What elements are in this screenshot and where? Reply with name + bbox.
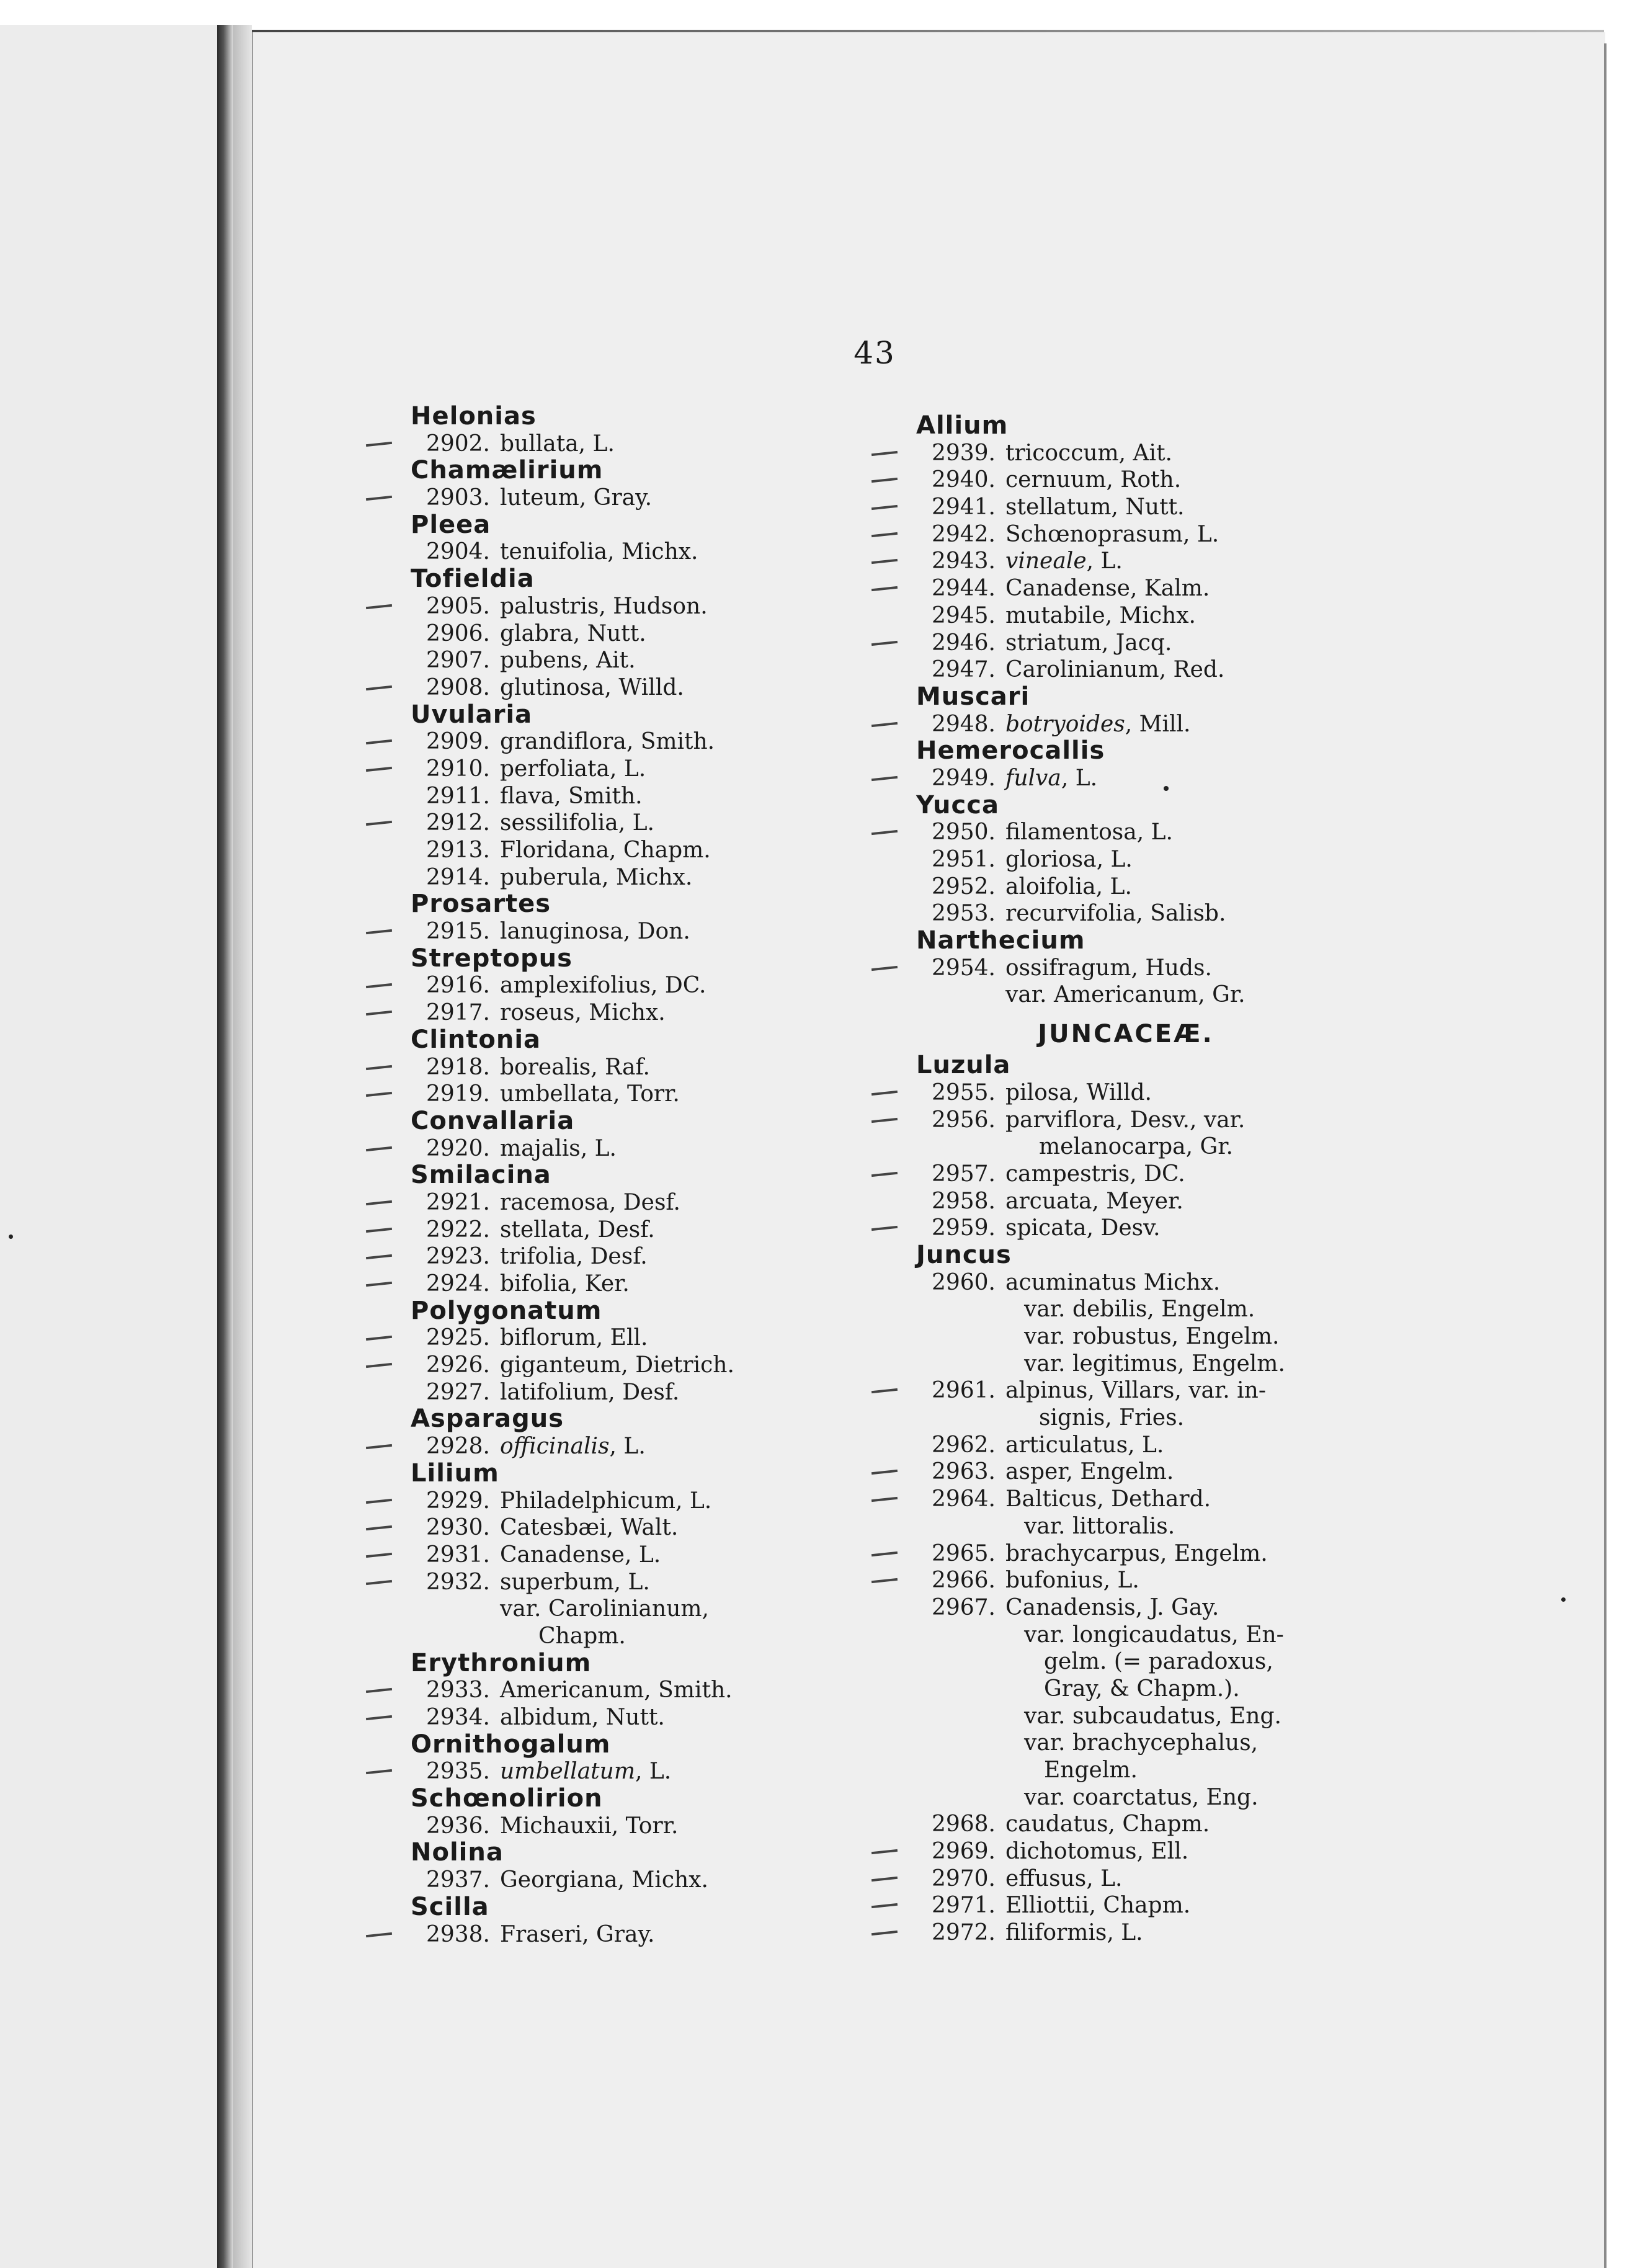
species-entry — [366, 1677, 837, 1704]
catalog-number: 2946. — [931, 630, 996, 656]
gutter — [233, 25, 252, 2268]
ink-speck — [9, 1234, 13, 1239]
species-entry — [366, 1243, 837, 1270]
genus-heading: Allium — [916, 411, 1009, 440]
species-entry — [871, 1458, 1343, 1486]
species-entry — [871, 1188, 1343, 1215]
species-name: botryoides — [1005, 711, 1125, 737]
species-name: giganteum, Dietrich. — [500, 1352, 734, 1378]
species-entry — [871, 1811, 1343, 1838]
species-entry — [871, 1865, 1343, 1893]
variety-line: var. legitimus, Engelm. — [1024, 1351, 1285, 1377]
catalog-number: 2944. — [931, 576, 996, 602]
genus-heading: Asparagus — [411, 1404, 564, 1434]
catalog-number: 2912. — [426, 810, 490, 836]
catalog-number: 2967. — [931, 1594, 996, 1620]
genus-heading: Erythronium — [411, 1648, 592, 1677]
species-name: Elliottii, Chapm. — [1005, 1893, 1191, 1919]
species-authority: , L. — [1061, 765, 1098, 791]
species-entry — [366, 674, 837, 702]
catalog-number: 2926. — [426, 1352, 490, 1378]
catalog-number: 2921. — [426, 1189, 490, 1215]
catalog-number: 2940. — [931, 467, 996, 493]
catalog-number: 2949. — [931, 765, 996, 791]
variety-line: var. littoralis. — [1024, 1513, 1175, 1539]
catalog-number: 2959. — [931, 1215, 996, 1241]
genus-heading: Narthecium — [916, 926, 1085, 955]
species-entry — [366, 538, 837, 566]
genus-heading: Muscari — [916, 682, 1030, 711]
species-entry — [871, 1161, 1343, 1188]
species-name: mutabile, Michx. — [1005, 602, 1196, 628]
species-entry — [871, 467, 1343, 494]
species-name: alpinus, Villars, var. in- — [1005, 1378, 1267, 1404]
species-name: campestris, DC. — [1005, 1161, 1185, 1187]
catalog-number: 2931. — [426, 1542, 490, 1568]
species-name: umbellata, Torr. — [500, 1081, 680, 1107]
species-name: sessilifolia, L. — [500, 810, 654, 836]
species-entry — [366, 783, 837, 810]
genus-heading: Clintonia — [411, 1025, 541, 1054]
species-name: stellatum, Nutt. — [1005, 494, 1185, 520]
catalog-number: 2917. — [426, 1000, 490, 1026]
catalog-number: 2937. — [426, 1867, 490, 1893]
species-entry — [871, 819, 1343, 846]
catalog-number: 2936. — [426, 1813, 490, 1839]
catalog-number: 2905. — [426, 593, 490, 619]
species-name: asper, Engelm. — [1005, 1459, 1174, 1485]
species-name: Catesbæi, Walt. — [500, 1515, 679, 1541]
catalog-number: 2960. — [931, 1269, 996, 1295]
species-name: stellata, Desf. — [500, 1217, 655, 1243]
binding-shadow — [217, 25, 233, 2268]
species-entry — [366, 999, 837, 1027]
continuation-line: Engelm. — [1044, 1757, 1138, 1783]
genus-heading: Pleea — [411, 510, 491, 539]
genus-heading: Streptopus — [411, 944, 573, 973]
catalog-number: 2952. — [931, 873, 996, 900]
species-name: lanuginosa, Don. — [500, 919, 690, 945]
species-name: Canadense, L. — [500, 1542, 661, 1568]
continuation-line: melanocarpa, Gr. — [1039, 1134, 1233, 1160]
species-name: tricoccum, Ait. — [1005, 440, 1172, 466]
catalog-number: 2972. — [931, 1920, 996, 1946]
species-name: Fraseri, Gray. — [500, 1921, 655, 1947]
catalog-number: 2924. — [426, 1271, 490, 1297]
species-name: Balticus, Dethard. — [1005, 1486, 1211, 1512]
species-name: Georgiana, Michx. — [500, 1867, 708, 1893]
species-name: aloifolia, L. — [1005, 873, 1132, 900]
species-entry — [871, 521, 1343, 548]
species-entry — [366, 810, 837, 837]
species-entry — [366, 864, 837, 891]
species-entry — [366, 1813, 837, 1840]
catalog-number: 2915. — [426, 919, 490, 945]
catalog-number: 2941. — [931, 494, 996, 520]
species-entry — [366, 918, 837, 945]
catalog-number: 2932. — [426, 1569, 490, 1595]
species-authority: , L. — [1086, 548, 1123, 574]
variety-line: var. Carolinianum, — [500, 1596, 709, 1622]
catalog-number: 2925. — [426, 1325, 490, 1351]
catalog-number: 2968. — [931, 1811, 996, 1837]
catalog-number: 2910. — [426, 756, 490, 782]
genus-heading: Smilacina — [411, 1161, 551, 1190]
genus-heading: Lilium — [411, 1458, 499, 1488]
species-name: biflorum, Ell. — [500, 1325, 648, 1351]
catalog-number: 2961. — [931, 1378, 996, 1404]
species-name: officinalis — [500, 1434, 610, 1460]
continuation-line: gelm. (= paradoxus, — [1044, 1649, 1273, 1675]
continuation-line: Gray, & Chapm.). — [1044, 1676, 1240, 1702]
species-entry — [366, 972, 837, 999]
species-entry — [871, 1486, 1343, 1513]
genus-heading: Nolina — [411, 1838, 504, 1867]
species-entry — [871, 494, 1343, 521]
species-entry — [366, 484, 837, 512]
species-name: Floridana, Chapm. — [500, 837, 711, 863]
genus-heading: Hemerocallis — [916, 736, 1105, 766]
species-entry — [366, 1217, 837, 1244]
catalog-number: 2938. — [426, 1921, 490, 1947]
species-name: effusus, L. — [1005, 1865, 1123, 1891]
species-name: filiformis, L. — [1005, 1920, 1143, 1946]
species-entry — [366, 1135, 837, 1163]
catalog-number: 2956. — [931, 1107, 996, 1133]
species-name: Canadense, Kalm. — [1005, 576, 1210, 602]
species-entry — [366, 1379, 837, 1406]
catalog-number: 2950. — [931, 819, 996, 846]
species-entry — [871, 602, 1343, 630]
species-name: luteum, Gray. — [500, 485, 653, 511]
species-entry — [366, 593, 837, 620]
catalog-number: 2939. — [931, 440, 996, 466]
species-name: bifolia, Ker. — [500, 1271, 630, 1297]
species-entry — [366, 1054, 837, 1081]
catalog-number: 2970. — [931, 1865, 996, 1891]
species-entry — [871, 1892, 1343, 1919]
species-name: racemosa, Desf. — [500, 1189, 680, 1215]
species-name: flava, Smith. — [500, 783, 643, 809]
catalog-number: 2903. — [426, 485, 490, 511]
catalog-number: 2963. — [931, 1459, 996, 1485]
catalog-number: 2955. — [931, 1079, 996, 1105]
species-entry — [366, 431, 837, 458]
catalog-number: 2913. — [426, 837, 490, 863]
catalog-number: 2922. — [426, 1217, 490, 1243]
genus-heading: Chamælirium — [411, 456, 604, 485]
species-name: bufonius, L. — [1005, 1568, 1139, 1594]
species-name: caudatus, Chapm. — [1005, 1811, 1210, 1837]
catalog-number: 2971. — [931, 1893, 996, 1919]
genus-heading: Uvularia — [411, 700, 533, 729]
species-entry — [871, 630, 1343, 657]
species-entry — [871, 1377, 1343, 1404]
variety-line: var. coarctatus, Eng. — [1024, 1784, 1259, 1810]
species-entry — [871, 1838, 1343, 1865]
catalog-number: 2908. — [426, 674, 490, 700]
species-entry — [871, 955, 1343, 982]
species-entry — [366, 1921, 837, 1949]
species-name: gloriosa, L. — [1005, 847, 1133, 872]
variety-line: var. Americanum, Gr. — [1005, 982, 1246, 1008]
species-name: Americanum, Smith. — [500, 1677, 733, 1703]
species-entry — [871, 1919, 1343, 1947]
page-right-edge — [1604, 43, 1607, 2268]
species-name: pubens, Ait. — [500, 648, 636, 674]
species-entry — [366, 1433, 837, 1460]
catalog-number: 2947. — [931, 657, 996, 683]
continuation-line: signis, Fries. — [1039, 1405, 1185, 1431]
species-name: grandiflora, Smith. — [500, 729, 715, 755]
species-entry — [366, 1867, 837, 1894]
species-entry — [366, 728, 837, 756]
variety-line: var. debilis, Engelm. — [1024, 1297, 1255, 1323]
species-name: recurvifolia, Salisb. — [1005, 901, 1226, 927]
species-entry — [366, 756, 837, 783]
catalog-number: 2929. — [426, 1488, 490, 1514]
genus-heading: Schœnolirion — [411, 1784, 603, 1813]
species-name: dichotomus, Ell. — [1005, 1839, 1189, 1865]
catalog-number: 2902. — [426, 431, 490, 457]
catalog-number: 2965. — [931, 1540, 996, 1566]
catalog-number: 2948. — [931, 711, 996, 737]
facing-page-edge — [0, 25, 223, 2268]
species-authority: , L. — [609, 1434, 646, 1460]
species-entry — [366, 1488, 837, 1515]
genus-heading: Polygonatum — [411, 1296, 602, 1325]
species-name: ossifragum, Huds. — [1005, 955, 1212, 981]
species-entry — [366, 1270, 837, 1298]
catalog-number: 2945. — [931, 602, 996, 628]
variety-line: var. longicaudatus, En- — [1024, 1622, 1284, 1648]
species-authority: , Mill. — [1125, 711, 1191, 737]
species-entry — [366, 1324, 837, 1352]
catalog-number: 2930. — [426, 1515, 490, 1541]
species-name: cernuum, Roth. — [1005, 467, 1182, 493]
species-entry — [871, 1215, 1343, 1242]
right-column — [871, 413, 1343, 1947]
species-name: latifolium, Desf. — [500, 1379, 680, 1405]
species-name: roseus, Michx. — [500, 1000, 666, 1026]
species-entry — [871, 765, 1343, 792]
variety-line: var. brachycephalus, — [1024, 1730, 1259, 1756]
genus-heading: Convallaria — [411, 1106, 575, 1135]
species-name: Philadelphicum, L. — [500, 1488, 712, 1514]
species-name: glabra, Nutt. — [500, 620, 646, 646]
catalog-number: 2923. — [426, 1244, 490, 1270]
species-entry — [366, 1514, 837, 1542]
catalog-number: 2909. — [426, 729, 490, 755]
genus-heading: Luzula — [916, 1051, 1011, 1080]
species-name: borealis, Raf. — [500, 1054, 650, 1080]
genus-heading: Juncus — [916, 1240, 1012, 1269]
species-entry — [871, 873, 1343, 901]
catalog-number: 2934. — [426, 1705, 490, 1730]
catalog-number: 2964. — [931, 1486, 996, 1512]
species-entry — [366, 1189, 837, 1217]
species-name: fulva — [1005, 765, 1061, 791]
catalog-number: 2914. — [426, 864, 490, 890]
catalog-number: 2919. — [426, 1081, 490, 1107]
species-entry — [871, 1540, 1343, 1568]
species-name: brachycarpus, Engelm. — [1005, 1540, 1268, 1566]
catalog-number: 2927. — [426, 1379, 490, 1405]
genus-heading: Ornithogalum — [411, 1730, 611, 1759]
species-entry — [871, 440, 1343, 467]
species-name: trifolia, Desf. — [500, 1244, 648, 1270]
species-name: Canadensis, J. Gay. — [1005, 1594, 1219, 1620]
species-name: majalis, L. — [500, 1135, 617, 1161]
catalog-number: 2904. — [426, 539, 490, 565]
species-name: spicata, Desv. — [1005, 1215, 1161, 1241]
catalog-number: 2920. — [426, 1135, 490, 1161]
species-name: albidum, Nutt. — [500, 1705, 665, 1730]
species-entry — [366, 1352, 837, 1379]
species-name: umbellatum — [500, 1759, 635, 1785]
species-entry — [871, 656, 1343, 684]
catalog-number: 2916. — [426, 973, 490, 999]
species-name: superbum, L. — [500, 1569, 650, 1595]
continuation-line: Chapm. — [538, 1623, 626, 1649]
catalog-number: 2966. — [931, 1568, 996, 1594]
genus-heading: Scilla — [411, 1892, 489, 1921]
catalog-number: 2969. — [931, 1839, 996, 1865]
catalog-number: 2906. — [426, 620, 490, 646]
catalog-number: 2943. — [931, 548, 996, 574]
species-name: parviflora, Desv., var. — [1005, 1107, 1246, 1133]
species-entry — [871, 1269, 1343, 1297]
species-name: acuminatus Michx. — [1005, 1269, 1221, 1295]
species-entry — [366, 620, 837, 648]
catalog-number: 2954. — [931, 955, 996, 981]
catalog-number: 2918. — [426, 1054, 490, 1080]
species-entry — [366, 647, 837, 674]
genus-heading: Yucca — [916, 790, 999, 819]
species-entry — [871, 1567, 1343, 1594]
genus-heading: Tofieldia — [411, 565, 535, 594]
ink-speck — [1561, 1597, 1566, 1602]
species-entry — [871, 575, 1343, 602]
species-entry — [871, 711, 1343, 738]
species-entry — [871, 846, 1343, 873]
species-name: pilosa, Willd. — [1005, 1079, 1152, 1105]
species-name: tenuifolia, Michx. — [500, 539, 698, 565]
species-entry — [871, 1432, 1343, 1459]
catalog-number: 2928. — [426, 1434, 490, 1460]
species-name: perfoliata, L. — [500, 756, 646, 782]
species-entry — [871, 900, 1343, 927]
species-name: arcuata, Meyer. — [1005, 1188, 1183, 1214]
species-entry — [871, 548, 1343, 575]
species-name: palustris, Hudson. — [500, 593, 708, 619]
catalog-number: 2953. — [931, 901, 996, 927]
species-name: bullata, L. — [500, 431, 615, 457]
species-name: Michauxii, Torr. — [500, 1813, 679, 1839]
species-entry — [366, 1704, 837, 1731]
species-entry — [366, 1081, 837, 1108]
species-name: puberula, Michx. — [500, 864, 693, 890]
catalog-number: 2911. — [426, 783, 490, 809]
species-entry — [366, 1542, 837, 1569]
page-number: 43 — [853, 335, 896, 371]
ink-speck — [1164, 786, 1169, 791]
genus-heading: Helonias — [411, 402, 537, 431]
species-name: striatum, Jacq. — [1005, 630, 1172, 656]
catalog-number: 2933. — [426, 1677, 490, 1703]
species-entry — [871, 1079, 1343, 1107]
species-name: amplexifolius, DC. — [500, 973, 706, 999]
catalog-number: 2957. — [931, 1161, 996, 1187]
species-name: glutinosa, Willd. — [500, 674, 684, 700]
genus-heading: Prosartes — [411, 890, 551, 919]
variety-line: var. subcaudatus, Eng. — [1024, 1703, 1281, 1729]
catalog-number: 2935. — [426, 1759, 490, 1785]
species-entry — [366, 1758, 837, 1785]
species-authority: , L. — [635, 1759, 672, 1785]
species-name: filamentosa, L. — [1005, 819, 1173, 846]
species-name: vineale — [1005, 548, 1087, 574]
catalog-number: 2958. — [931, 1188, 996, 1214]
variety-line: var. robustus, Engelm. — [1024, 1324, 1280, 1349]
catalog-number: 2942. — [931, 521, 996, 547]
species-entry — [871, 1594, 1343, 1622]
species-name: Schœnoprasum, L. — [1005, 521, 1219, 547]
catalog-number: 2951. — [931, 847, 996, 872]
family-heading: JUNCACEÆ. — [1038, 1020, 1214, 1049]
species-name: articulatus, L. — [1005, 1432, 1164, 1458]
species-entry — [871, 1107, 1343, 1134]
species-entry — [366, 837, 837, 864]
catalog-number: 2962. — [931, 1432, 996, 1458]
catalog-number: 2907. — [426, 648, 490, 674]
left-column — [366, 403, 837, 1948]
species-entry — [366, 1569, 837, 1596]
species-name: Carolinianum, Red. — [1005, 657, 1225, 683]
